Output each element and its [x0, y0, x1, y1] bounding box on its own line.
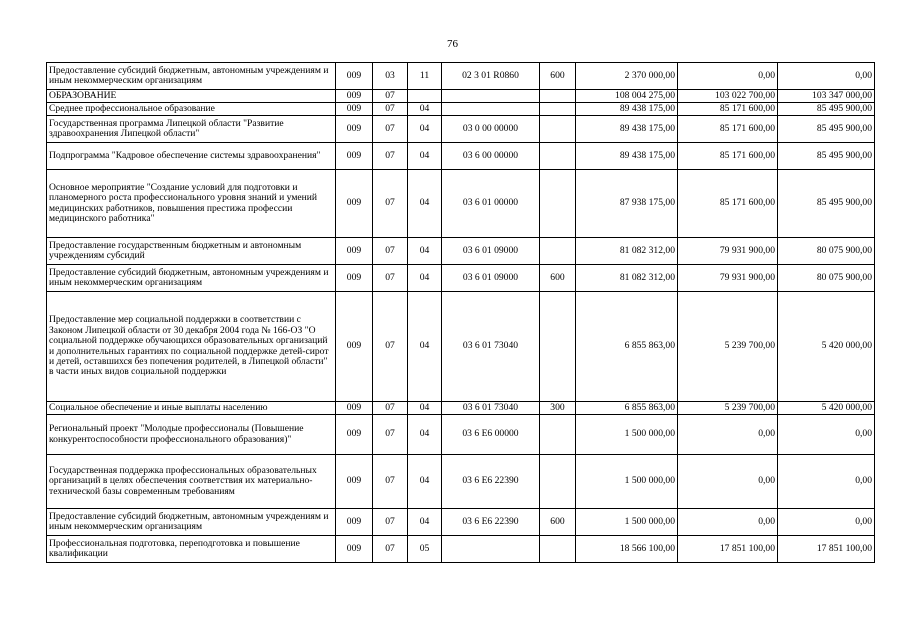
amount-year3-cell: 103 347 000,00 [778, 90, 875, 103]
amount-year2-cell: 17 851 100,00 [678, 536, 778, 563]
item-name-cell: Подпрограмма "Кадровое обеспечение системы здравоохранения" [47, 143, 336, 170]
target-article-cell: 03 6 01 09000 [442, 238, 540, 265]
subsection-code-cell: 04 [408, 455, 442, 509]
item-name-cell: Региональный проект "Молодые профессионалы (Повышение конкурентоспособности профессионального образования)" [47, 415, 336, 455]
section-code-cell: 07 [373, 238, 408, 265]
amount-year1-cell: 6 855 863,00 [576, 402, 678, 415]
table-row [47, 402, 875, 415]
subsection-code-cell: 04 [408, 402, 442, 415]
target-article-cell [442, 536, 540, 563]
expense-type-cell [540, 143, 576, 170]
section-code-cell: 07 [373, 116, 408, 143]
expense-type-cell [540, 116, 576, 143]
item-name-cell: Предоставление субсидий бюджетным, автономным учреждениям и иным некоммерческим организациям [47, 265, 336, 292]
section-code-cell: 07 [373, 170, 408, 238]
amount-year2-cell: 85 171 600,00 [678, 143, 778, 170]
subsection-code-cell: 04 [408, 509, 442, 536]
amount-year1-cell: 6 855 863,00 [576, 292, 678, 402]
table-row [47, 536, 875, 563]
item-name-cell: Профессиональная подготовка, переподготовка и повышение квалификации [47, 536, 336, 563]
grbs-code-cell: 009 [336, 238, 373, 265]
item-name-cell: Социальное обеспечение и иные выплаты населению [47, 402, 336, 415]
subsection-code-cell: 04 [408, 292, 442, 402]
amount-year3-cell: 85 495 900,00 [778, 143, 875, 170]
target-article-cell [442, 90, 540, 103]
subsection-code-cell: 04 [408, 116, 442, 143]
expense-type-cell [540, 292, 576, 402]
subsection-code-cell: 04 [408, 238, 442, 265]
target-article-cell: 03 6 01 73040 [442, 292, 540, 402]
amount-year2-cell: 0,00 [678, 509, 778, 536]
amount-year2-cell: 85 171 600,00 [678, 103, 778, 116]
amount-year1-cell: 1 500 000,00 [576, 415, 678, 455]
amount-year2-cell: 79 931 900,00 [678, 265, 778, 292]
amount-year3-cell: 0,00 [778, 63, 875, 90]
expense-type-cell: 600 [540, 509, 576, 536]
amount-year1-cell: 89 438 175,00 [576, 116, 678, 143]
expense-type-cell [540, 415, 576, 455]
section-code-cell: 03 [373, 63, 408, 90]
amount-year3-cell: 0,00 [778, 415, 875, 455]
expense-type-cell [540, 455, 576, 509]
amount-year2-cell: 0,00 [678, 63, 778, 90]
target-article-cell: 03 6 00 00000 [442, 143, 540, 170]
section-code-cell: 07 [373, 536, 408, 563]
page-number: 76 [447, 38, 458, 50]
amount-year2-cell: 0,00 [678, 455, 778, 509]
table-row [47, 143, 875, 170]
grbs-code-cell: 009 [336, 536, 373, 563]
amount-year2-cell: 103 022 700,00 [678, 90, 778, 103]
section-code-cell: 07 [373, 509, 408, 536]
amount-year1-cell: 87 938 175,00 [576, 170, 678, 238]
amount-year1-cell: 1 500 000,00 [576, 455, 678, 509]
amount-year3-cell: 17 851 100,00 [778, 536, 875, 563]
table-row [47, 415, 875, 455]
table-row [47, 170, 875, 238]
subsection-code-cell: 04 [408, 143, 442, 170]
amount-year2-cell: 5 239 700,00 [678, 402, 778, 415]
item-name-cell: Предоставление государственным бюджетным и автономным учреждениям субсидий [47, 238, 336, 265]
target-article-cell: 03 6 01 09000 [442, 265, 540, 292]
item-name-cell: Предоставление субсидий бюджетным, автономным учреждениям и иным некоммерческим организациям [47, 63, 336, 90]
subsection-code-cell: 11 [408, 63, 442, 90]
grbs-code-cell: 009 [336, 265, 373, 292]
subsection-code-cell: 04 [408, 170, 442, 238]
grbs-code-cell: 009 [336, 170, 373, 238]
table-row [47, 509, 875, 536]
amount-year2-cell: 85 171 600,00 [678, 170, 778, 238]
amount-year1-cell: 89 438 175,00 [576, 103, 678, 116]
grbs-code-cell: 009 [336, 292, 373, 402]
item-name-cell: Предоставление субсидий бюджетным, автономным учреждениям и иным некоммерческим организациям [47, 509, 336, 536]
target-article-cell: 03 0 00 00000 [442, 116, 540, 143]
grbs-code-cell: 009 [336, 415, 373, 455]
grbs-code-cell: 009 [336, 509, 373, 536]
expense-type-cell: 300 [540, 402, 576, 415]
grbs-code-cell: 009 [336, 63, 373, 90]
item-name-cell: ОБРАЗОВАНИЕ [47, 90, 336, 103]
table-row [47, 265, 875, 292]
amount-year1-cell: 81 082 312,00 [576, 238, 678, 265]
table-row [47, 116, 875, 143]
amount-year1-cell: 81 082 312,00 [576, 265, 678, 292]
expense-type-cell [540, 238, 576, 265]
expense-type-cell [540, 536, 576, 563]
subsection-code-cell [408, 90, 442, 103]
target-article-cell: 03 6 E6 00000 [442, 415, 540, 455]
section-code-cell: 07 [373, 415, 408, 455]
target-article-cell: 03 6 01 73040 [442, 402, 540, 415]
section-code-cell: 07 [373, 143, 408, 170]
expense-type-cell: 600 [540, 63, 576, 90]
item-name-cell: Основное мероприятие "Создание условий для подготовки и планомерного роста профессионального уровня знаний и умений медицинских работников, повышения престижа профессии медицинского работника" [47, 170, 336, 238]
expense-type-cell [540, 170, 576, 238]
amount-year3-cell: 85 495 900,00 [778, 170, 875, 238]
item-name-cell: Среднее профессиональное образование [47, 103, 336, 116]
amount-year3-cell: 0,00 [778, 455, 875, 509]
amount-year1-cell: 18 566 100,00 [576, 536, 678, 563]
item-name-cell: Государственная программа Липецкой области "Развитие здравоохранения Липецкой области" [47, 116, 336, 143]
subsection-code-cell: 04 [408, 265, 442, 292]
amount-year3-cell: 80 075 900,00 [778, 265, 875, 292]
target-article-cell: 03 6 E6 22390 [442, 455, 540, 509]
amount-year2-cell: 85 171 600,00 [678, 116, 778, 143]
section-code-cell: 07 [373, 90, 408, 103]
amount-year1-cell: 2 370 000,00 [576, 63, 678, 90]
expense-type-cell [540, 90, 576, 103]
expense-type-cell: 600 [540, 265, 576, 292]
amount-year3-cell: 0,00 [778, 509, 875, 536]
amount-year1-cell: 89 438 175,00 [576, 143, 678, 170]
target-article-cell [442, 103, 540, 116]
amount-year2-cell: 79 931 900,00 [678, 238, 778, 265]
item-name-cell: Государственная поддержка профессиональных образовательных организаций в целях обеспечения соответствия их материально-технической базы современным требованиям [47, 455, 336, 509]
table-row [47, 292, 875, 402]
item-name-cell: Предоставление мер социальной поддержки в соответствии с Законом Липецкой области от 30 декабря 2004 года № 166-ОЗ "О социальной поддержке обучающихся образовательных организаций и дополнительных гарантиях по социальной поддержке детей-сирот и детей, оставшихся без попечения родителей, в Липецкой области" в части иных видов социальной поддержки [47, 292, 336, 402]
amount-year3-cell: 80 075 900,00 [778, 238, 875, 265]
subsection-code-cell: 04 [408, 103, 442, 116]
amount-year3-cell: 85 495 900,00 [778, 116, 875, 143]
section-code-cell: 07 [373, 402, 408, 415]
amount-year1-cell: 108 004 275,00 [576, 90, 678, 103]
target-article-cell: 02 3 01 R0860 [442, 63, 540, 90]
expense-type-cell [540, 103, 576, 116]
table-row [47, 63, 875, 90]
target-article-cell: 03 6 01 00000 [442, 170, 540, 238]
section-code-cell: 07 [373, 265, 408, 292]
section-code-cell: 07 [373, 292, 408, 402]
amount-year1-cell: 1 500 000,00 [576, 509, 678, 536]
grbs-code-cell: 009 [336, 116, 373, 143]
table-row [47, 90, 875, 103]
budget-table [46, 62, 875, 563]
table-row [47, 455, 875, 509]
table-row [47, 238, 875, 265]
amount-year3-cell: 5 420 000,00 [778, 402, 875, 415]
amount-year3-cell: 5 420 000,00 [778, 292, 875, 402]
grbs-code-cell: 009 [336, 90, 373, 103]
section-code-cell: 07 [373, 455, 408, 509]
target-article-cell: 03 6 E6 22390 [442, 509, 540, 536]
grbs-code-cell: 009 [336, 103, 373, 116]
amount-year2-cell: 5 239 700,00 [678, 292, 778, 402]
grbs-code-cell: 009 [336, 143, 373, 170]
table-row [47, 103, 875, 116]
section-code-cell: 07 [373, 103, 408, 116]
amount-year2-cell: 0,00 [678, 415, 778, 455]
grbs-code-cell: 009 [336, 402, 373, 415]
grbs-code-cell: 009 [336, 455, 373, 509]
subsection-code-cell: 04 [408, 415, 442, 455]
subsection-code-cell: 05 [408, 536, 442, 563]
amount-year3-cell: 85 495 900,00 [778, 103, 875, 116]
